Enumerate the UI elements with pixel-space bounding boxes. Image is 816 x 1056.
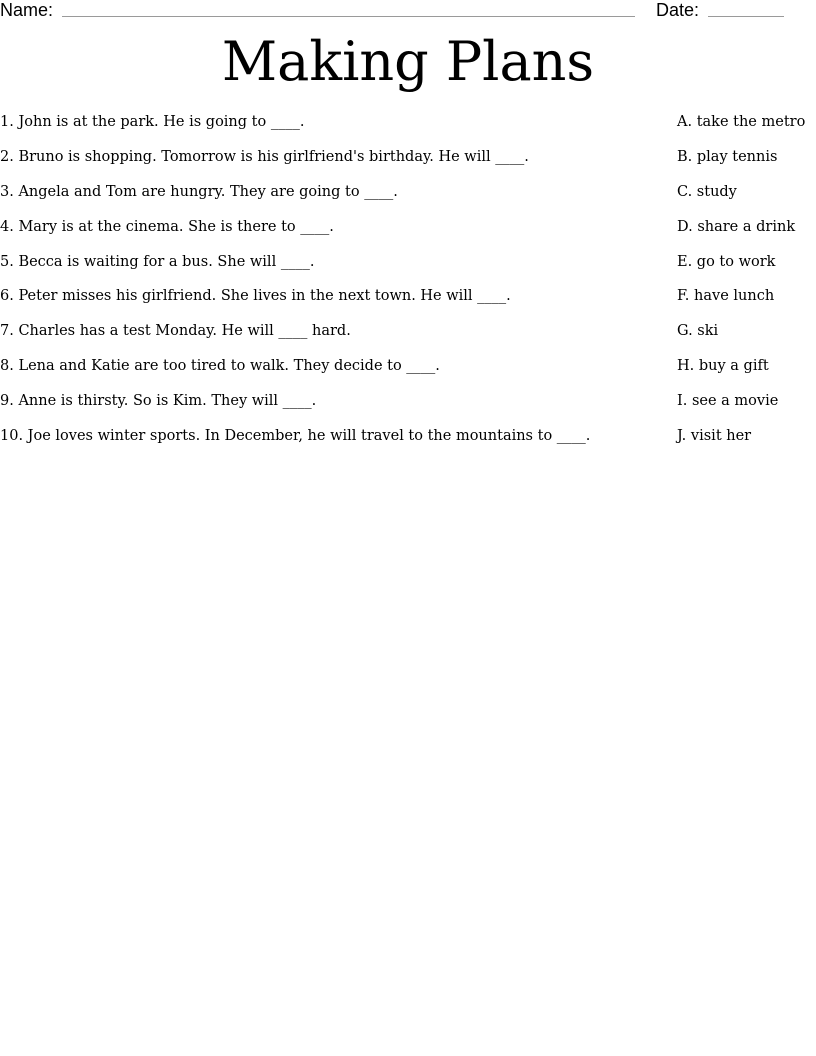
question-item: 8. Lena and Katie are too tired to walk. They decide to ____. (0, 358, 440, 375)
question-item: 4. Mary is at the cinema. She is there to ____. (0, 218, 334, 235)
name-label: Name: (0, 0, 54, 20)
answer-item: I. see a movie (677, 393, 779, 410)
question-item: 3. Angela and Tom are hungry. They are going to ____. (0, 183, 398, 200)
question-list (0, 110, 640, 459)
answer-item: F. have lunch (677, 288, 775, 305)
answer-item: D. share a drink (677, 218, 796, 235)
page-title: Making Plans (221, 30, 595, 93)
question-item: 2. Bruno is shopping. Tomorrow is his girlfriend's birthday. He will ____. (0, 148, 529, 165)
question-item: 10. Joe loves winter sports. In December, he will travel to the mountains to ____. (0, 428, 591, 445)
question-item: 6. Peter misses his girlfriend. She lives in the next town. He will ____. (0, 288, 511, 305)
answer-item: C. study (677, 183, 737, 200)
answer-item: G. ski (677, 323, 719, 340)
date-label: Date: (656, 0, 700, 20)
answer-item: B. play tennis (677, 148, 778, 165)
answer-item: E. go to work (677, 253, 776, 270)
date-blank-line (708, 16, 784, 17)
question-item: 5. Becca is waiting for a bus. She will ____. (0, 253, 315, 270)
name-blank-line (62, 16, 635, 17)
header-row (0, 0, 816, 24)
answer-item: J. visit her (677, 428, 752, 445)
answer-list (677, 110, 816, 459)
answer-item: H. buy a gift (677, 358, 769, 375)
question-item: 7. Charles has a test Monday. He will ____ hard. (0, 323, 351, 340)
answer-item: A. take the metro (677, 114, 806, 130)
question-item: 1. John is at the park. He is going to ____. (0, 114, 305, 130)
question-item: 9. Anne is thirsty. So is Kim. They will ____. (0, 393, 317, 410)
